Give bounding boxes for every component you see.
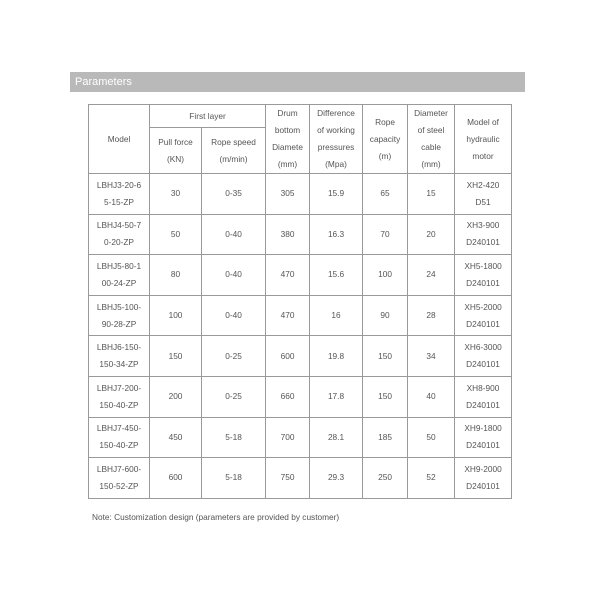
cell-drum-diameter: 660	[266, 376, 310, 417]
header-row-1	[89, 105, 512, 128]
table-row	[89, 458, 512, 499]
cell-drum-diameter: 750	[266, 458, 310, 499]
cell-model: LBHJ7-450- 150-40-ZP	[89, 417, 150, 458]
cell-motor-model: XH5-2000 D240101	[455, 295, 512, 336]
cell-pull-force: 200	[150, 376, 202, 417]
cell-rope-capacity: 185	[363, 417, 408, 458]
cell-pull-force: 150	[150, 336, 202, 377]
cell-pressure-difference: 19.8	[310, 336, 363, 377]
cell-pressure-difference: 28.1	[310, 417, 363, 458]
cell-rope-capacity: 90	[363, 295, 408, 336]
cell-cable-diameter: 28	[408, 295, 455, 336]
table-row	[89, 417, 512, 458]
cell-cable-diameter: 24	[408, 255, 455, 296]
cell-drum-diameter: 305	[266, 174, 310, 215]
table-row	[89, 255, 512, 296]
header-first-layer: First layer	[150, 105, 266, 128]
table-row	[89, 376, 512, 417]
cell-drum-diameter: 380	[266, 214, 310, 255]
cell-rope-speed: 0-25	[202, 376, 266, 417]
cell-motor-model: XH2-420 D51	[455, 174, 512, 215]
cell-motor-model: XH9-1800 D240101	[455, 417, 512, 458]
cell-drum-diameter: 470	[266, 255, 310, 296]
table-row	[89, 295, 512, 336]
cell-model: LBHJ5-80-1 00-24-ZP	[89, 255, 150, 296]
cell-motor-model: XH9-2000 D240101	[455, 458, 512, 499]
cell-model: LBHJ4-50-7 0-20-ZP	[89, 214, 150, 255]
cell-rope-capacity: 250	[363, 458, 408, 499]
table-row	[89, 174, 512, 215]
customization-note: Note: Customization design (parameters are provided by customer)	[92, 512, 340, 522]
header-motor-model: Model of hydraulic motor	[455, 105, 512, 174]
cell-model: LBHJ7-600- 150-52-ZP	[89, 458, 150, 499]
cell-model: LBHJ5-100- 90-28-ZP	[89, 295, 150, 336]
cell-rope-capacity: 70	[363, 214, 408, 255]
cell-model: LBHJ7-200- 150-40-ZP	[89, 376, 150, 417]
cell-pressure-difference: 16.3	[310, 214, 363, 255]
cell-pressure-difference: 15.6	[310, 255, 363, 296]
cell-motor-model: XH3-900 D240101	[455, 214, 512, 255]
cell-rope-speed: 5-18	[202, 417, 266, 458]
header-pull-force: Pull force (KN)	[150, 128, 202, 174]
cell-model: LBHJ6-150- 150-34-ZP	[89, 336, 150, 377]
cell-rope-capacity: 150	[363, 376, 408, 417]
cell-pressure-difference: 17.8	[310, 376, 363, 417]
header-drum-diameter: Drum bottom Diamete (mm)	[266, 105, 310, 174]
cell-pressure-difference: 16	[310, 295, 363, 336]
cell-rope-speed: 0-40	[202, 295, 266, 336]
section-title-banner	[70, 72, 525, 92]
cell-pull-force: 100	[150, 295, 202, 336]
header-model: Model	[89, 105, 150, 174]
cell-rope-speed: 0-40	[202, 255, 266, 296]
cell-motor-model: XH6-3000 D240101	[455, 336, 512, 377]
cell-motor-model: XH5-1800 D240101	[455, 255, 512, 296]
parameters-table	[88, 104, 512, 499]
cell-drum-diameter: 470	[266, 295, 310, 336]
cell-rope-capacity: 150	[363, 336, 408, 377]
cell-drum-diameter: 700	[266, 417, 310, 458]
cell-cable-diameter: 15	[408, 174, 455, 215]
cell-drum-diameter: 600	[266, 336, 310, 377]
cell-model: LBHJ3-20-6 5-15-ZP	[89, 174, 150, 215]
cell-pressure-difference: 29.3	[310, 458, 363, 499]
cell-rope-speed: 5-18	[202, 458, 266, 499]
table-row	[89, 214, 512, 255]
cell-pull-force: 30	[150, 174, 202, 215]
cell-cable-diameter: 50	[408, 417, 455, 458]
header-cable-diameter: Diameter of steel cable (mm)	[408, 105, 455, 174]
cell-cable-diameter: 40	[408, 376, 455, 417]
cell-pull-force: 450	[150, 417, 202, 458]
table-body	[89, 174, 512, 499]
cell-cable-diameter: 52	[408, 458, 455, 499]
cell-motor-model: XH8-900 D240101	[455, 376, 512, 417]
table-row	[89, 336, 512, 377]
cell-pull-force: 50	[150, 214, 202, 255]
cell-pull-force: 600	[150, 458, 202, 499]
cell-rope-capacity: 100	[363, 255, 408, 296]
section-title: Parameters	[75, 76, 132, 88]
cell-pull-force: 80	[150, 255, 202, 296]
cell-cable-diameter: 34	[408, 336, 455, 377]
cell-cable-diameter: 20	[408, 214, 455, 255]
header-rope-capacity: Rope capacity (m)	[363, 105, 408, 174]
cell-rope-speed: 0-35	[202, 174, 266, 215]
header-pressure-difference: Difference of working pressures (Mpa)	[310, 105, 363, 174]
cell-rope-speed: 0-25	[202, 336, 266, 377]
cell-pressure-difference: 15.9	[310, 174, 363, 215]
cell-rope-capacity: 65	[363, 174, 408, 215]
header-rope-speed: Rope speed (m/min)	[202, 128, 266, 174]
cell-rope-speed: 0-40	[202, 214, 266, 255]
